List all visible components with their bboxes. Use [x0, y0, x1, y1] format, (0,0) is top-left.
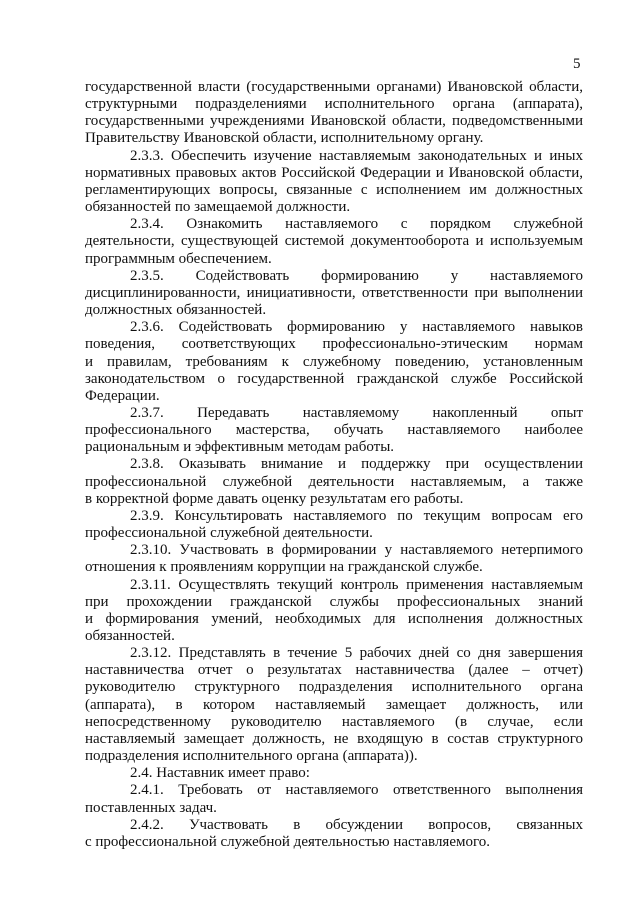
text-line: профессионального мастерства, обучать наставляемого наиболее	[85, 422, 583, 439]
text-line: обязанностей.	[85, 628, 175, 644]
text-line: профессиональной служебной деятельности наставляемым, а также	[85, 473, 583, 490]
text-line: Федерации.	[85, 387, 160, 404]
paragraph	[85, 782, 583, 816]
text-line: государственной власти (государственными органами) Ивановской области,	[85, 79, 583, 95]
text-line: наставничества отчет о результатах наставничества (далее – отчет)	[85, 662, 583, 679]
text-line: при прохождении гражданской службы профессиональных знаний	[85, 593, 583, 610]
paragraph	[85, 508, 583, 542]
document-body	[85, 79, 583, 851]
paragraph	[85, 645, 583, 765]
text-line: 2.4.2. Участвовать в обсуждении вопросов, связанных	[130, 816, 583, 833]
text-line: 2.3.12. Представлять в течение 5 рабочих дней со дня завершения	[130, 645, 583, 662]
paragraph	[85, 817, 583, 851]
text-line: поведения, соответствующих профессионально-этическим нормам	[85, 336, 583, 353]
text-line: в корректной форме давать оценку результатам его работы.	[85, 490, 464, 507]
paragraph	[85, 765, 583, 782]
text-line: 2.3.8. Оказывать внимание и поддержку при осуществлении	[130, 456, 583, 473]
text-line: 2.3.4. Ознакомить наставляемого с порядком служебной	[130, 216, 583, 233]
text-line: (аппарата), в котором наставляемый замещает должность, или	[85, 696, 583, 713]
text-line: 2.4.1. Требовать от наставляемого ответственного выполнения	[130, 782, 583, 799]
page-number: 5	[573, 56, 581, 72]
text-line: 2.3.10. Участвовать в формировании у наставляемого нетерпимого	[130, 542, 583, 559]
text-line: профессиональной служебной деятельности.	[85, 525, 373, 542]
paragraph	[85, 148, 583, 217]
text-line: поставленных задач.	[85, 799, 217, 816]
text-line: 2.3.9. Консультировать наставляемого по текущим вопросам его	[130, 507, 583, 524]
paragraph	[85, 268, 583, 319]
text-line: 2.3.3. Обеспечить изучение наставляемым законодательных и иных	[130, 147, 583, 164]
paragraph	[85, 577, 583, 646]
text-line: регламентирующих вопросы, связанные с исполнением им должностных	[85, 181, 583, 198]
text-line: подразделения исполнительного органа (аппарата)).	[85, 748, 418, 765]
text-line: обязанностей по замещаемой должности.	[85, 199, 351, 216]
text-line: законодательством о государственной гражданской службе Российской	[85, 370, 583, 387]
text-line: структурными подразделениями исполнительного органа (аппарата),	[85, 96, 583, 113]
paragraph	[85, 405, 583, 456]
text-line: 2.4. Наставник имеет право:	[130, 765, 310, 782]
text-line: должностных обязанностей.	[85, 302, 267, 319]
text-line: и формирования умений, необходимых для исполнения должностных	[85, 610, 583, 627]
text-line: 2.3.11. Осуществлять текущий контроль применения наставляемым	[130, 576, 583, 593]
text-line: непосредственному руководителю наставляемого (в случае, если	[85, 713, 583, 730]
text-line: рациональным и эффективным методам работы.	[85, 439, 395, 456]
text-line: 2.3.6. Содействовать формированию у наставляемого навыков	[130, 319, 583, 336]
text-line: 2.3.5. Содействовать формированию у наставляемого	[130, 267, 583, 284]
text-line: руководителю структурного подразделения исполнительного органа	[85, 679, 583, 696]
text-line: наставляемый замещает должность, не входящую в состав структурного	[85, 730, 583, 747]
text-line: нормативных правовых актов Российской Федерации и Ивановской области,	[85, 164, 583, 181]
text-line: деятельности, существующей системой документооборота и используемым	[85, 233, 583, 250]
paragraph	[85, 542, 583, 576]
text-line: и правилам, требованиям к служебному поведению, установленным	[85, 353, 583, 370]
paragraph	[85, 456, 583, 507]
text-line: отношения к проявлениям коррупции на гражданской службе.	[85, 559, 483, 576]
text-line: Правительству Ивановской области, исполнительному органу.	[85, 130, 484, 147]
text-line: с профессиональной служебной деятельностью наставляемого.	[85, 833, 491, 850]
text-line: дисциплинированности, инициативности, ответственности при выполнении	[85, 284, 583, 301]
paragraph	[85, 319, 583, 405]
text-line: программным обеспечением.	[85, 250, 272, 267]
text-line: государственными учреждениями Ивановской области, подведомственными	[85, 113, 583, 130]
paragraph	[85, 216, 583, 267]
text-line: 2.3.7. Передавать наставляемому накопленный опыт	[130, 404, 583, 421]
paragraph	[85, 79, 583, 148]
